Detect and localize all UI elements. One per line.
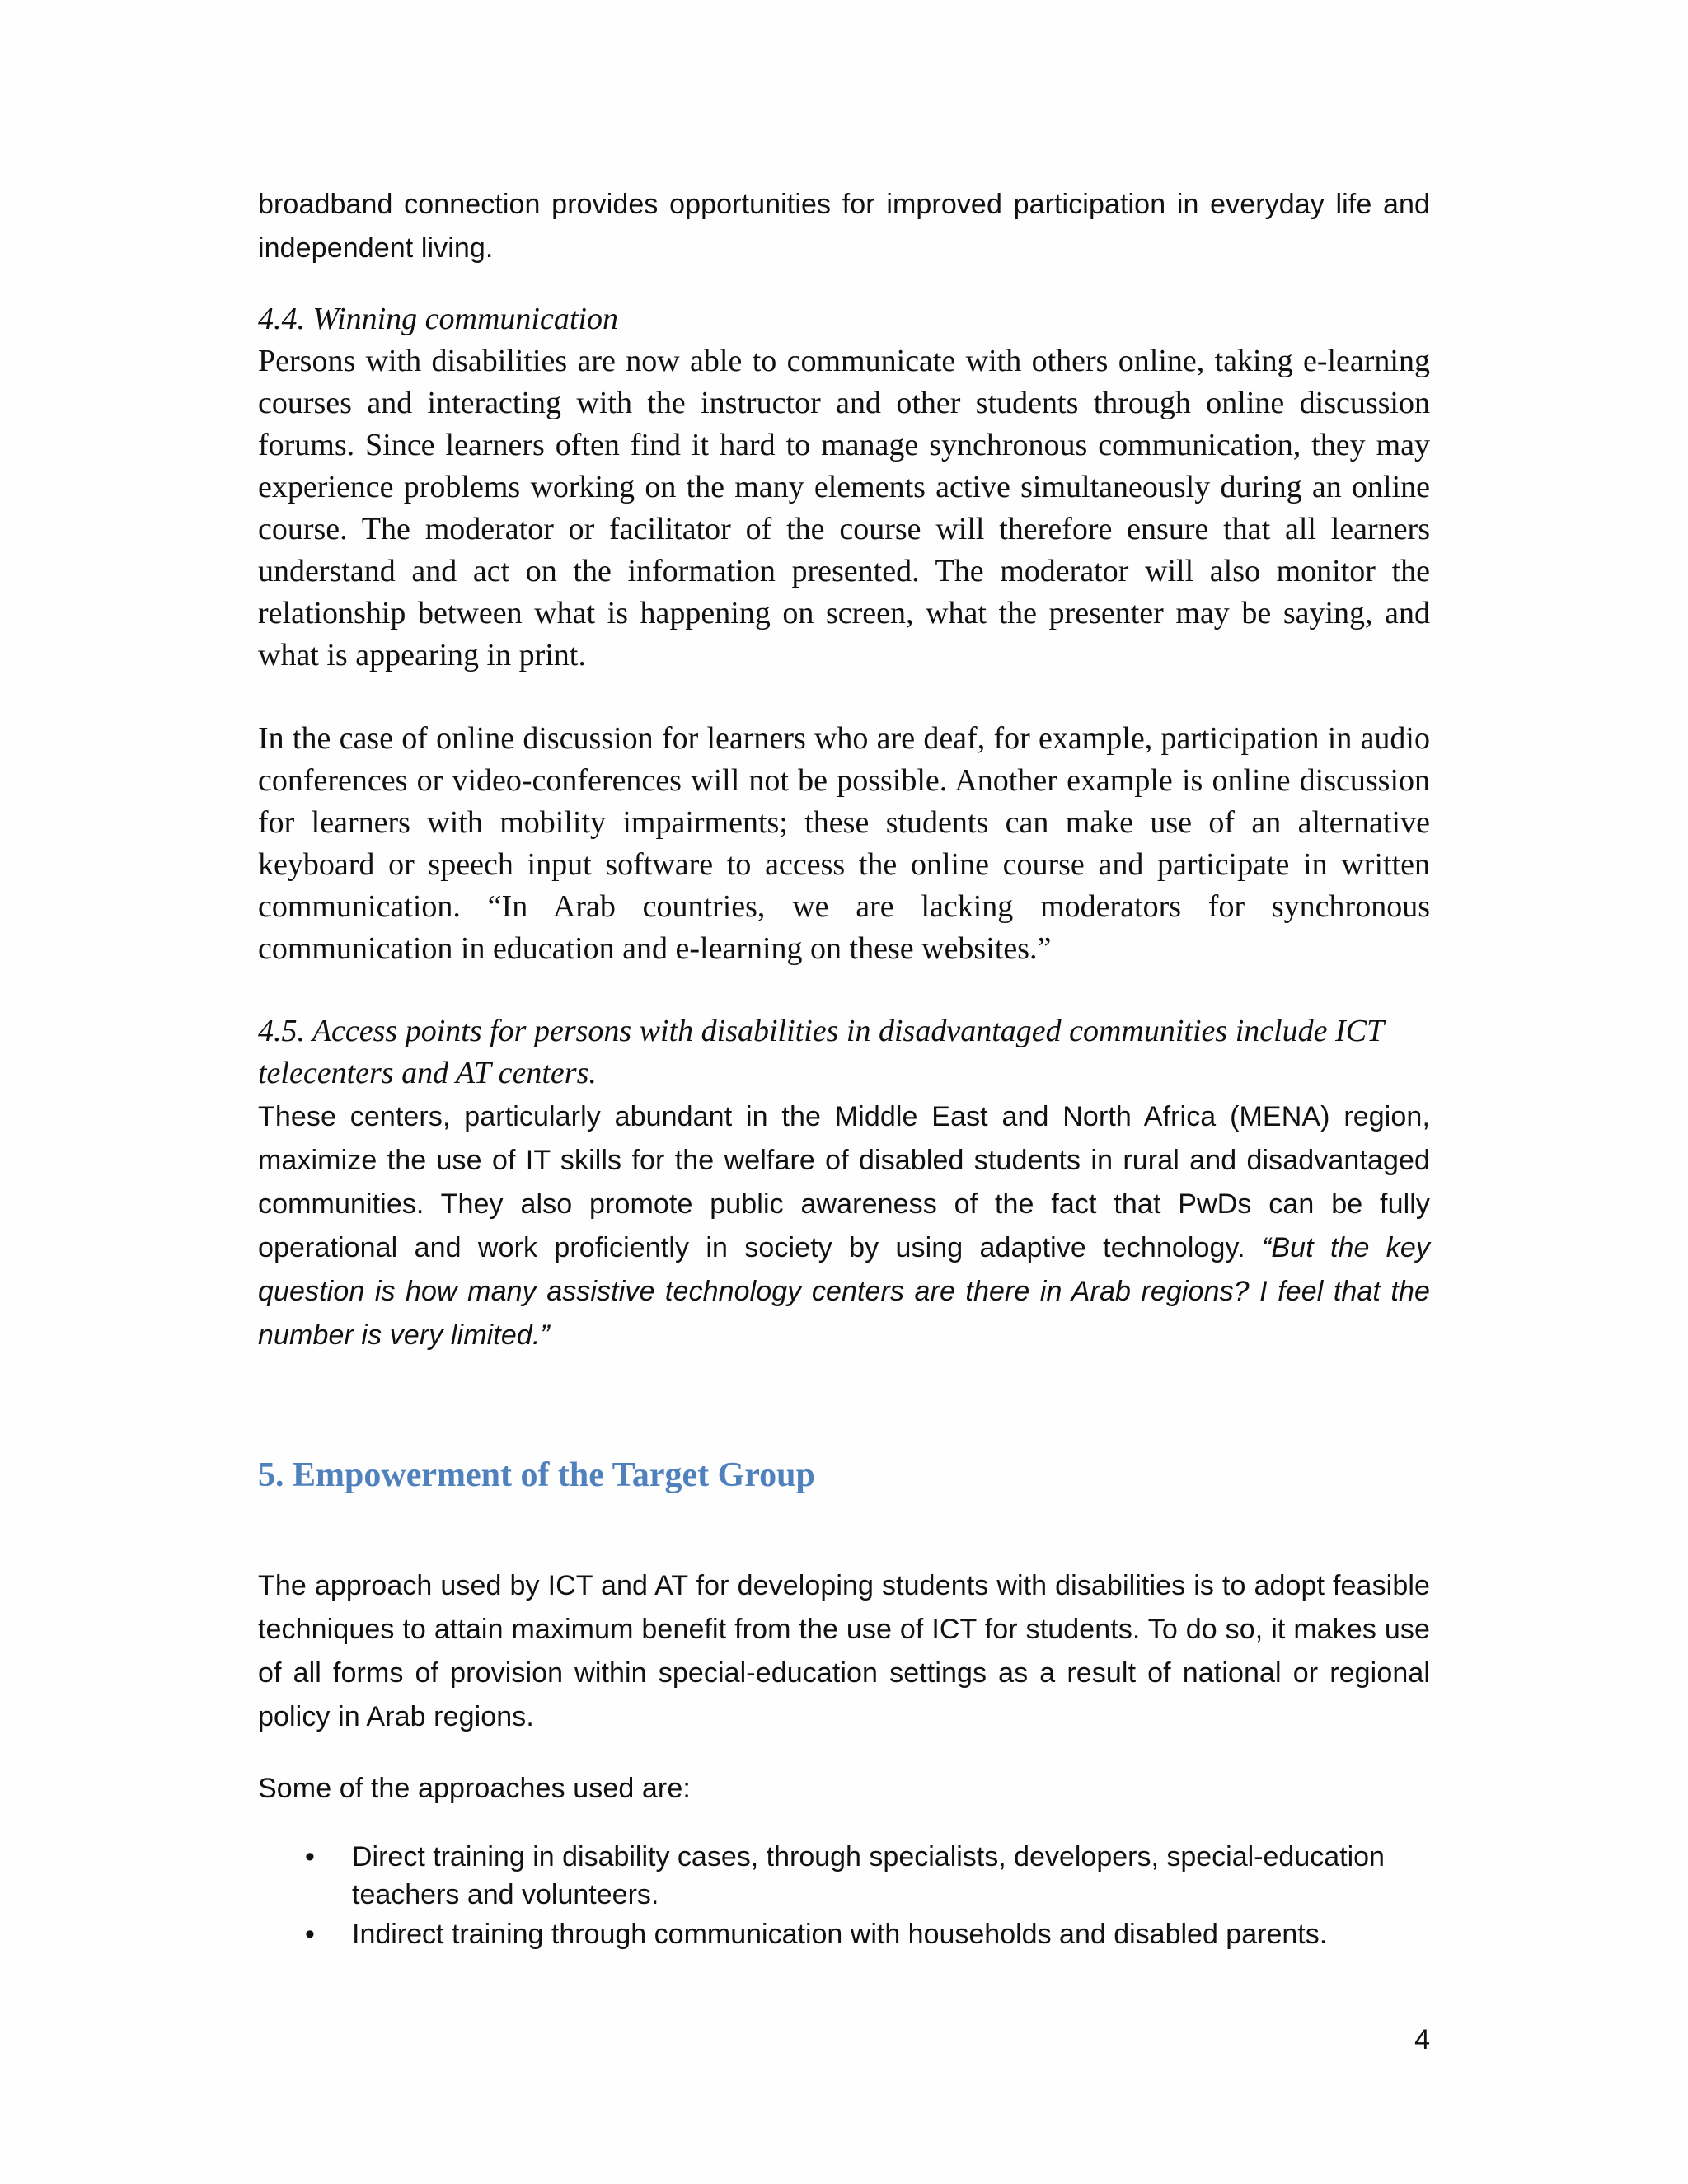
section-4-5-body	[258, 1095, 1430, 1357]
section-4-5-text: These centers, particularly abundant in the Middle East and North Africa (MENA) region, maximize the use of IT skills for the welfare of disabled students in rural and disadvantaged communities. They also promote public awareness of the fact that PwDs can be fully operational and work proficiently in society by using adaptive technology.	[258, 1101, 1430, 1263]
section-5-paragraph-1	[258, 1564, 1430, 1739]
list-item	[258, 1838, 1430, 1914]
section-4-4-text-1: Persons with disabilities are now able to communicate with others online, taking e-learning courses and interacting with the instructor and other students through online discussion forums. Since learners often find it hard to manage synchronous communication, they may experience problems working on the many elements active simultaneously during an online course. The moderator or facilitator of the course will therefore ensure that all learners understand and act on the information presented. The moderator will also monitor the relationship between what is happening on screen, what the presenter may be saying, and what is appearing in print.	[258, 344, 1430, 673]
bullet-icon: •	[305, 1919, 315, 1950]
section-5-text-1: The approach used by ICT and AT for developing students with disabilities is to adopt feasible techniques to attain maximum benefit from the use of ICT for students. To do so, it makes use of all forms of provision within special-education settings as a result of national or regional policy in Arab regions.	[258, 1570, 1430, 1732]
section-4-5-heading: 4.5. Access points for persons with disabilities in disadvantaged communities include ICT telecenters and AT centers.	[258, 1014, 1384, 1090]
list-item	[258, 1915, 1430, 1953]
section-4-4-text-2: In the case of online discussion for learners who are deaf, for example, participation in audio conferences or video-conferences will not be possible. Another example is online discussion for learners with mobility impairments; these students can make use of an alternative keyboard or speech input software to access the online course and participate in written communication. “In Arab countries, we are lacking moderators for synchronous communication in education and e-learning on these websites.”	[258, 721, 1430, 966]
list-item-text: Indirect training through communication with households and disabled parents.	[352, 1919, 1328, 1950]
section-4-5-quote: “But the key question is how many assistive technology centers are there in Arab regions? I feel that the number is very limited.”	[258, 1232, 1431, 1351]
intro-paragraph	[258, 183, 1430, 270]
section-5-title: 5. Empowerment of the Target Group	[258, 1456, 815, 1494]
section-4-5-paragraph	[258, 1095, 1430, 1357]
section-5-paragraph-2	[258, 1767, 1430, 1811]
approaches-list	[258, 1838, 1430, 1955]
section-4-4-paragraph-2	[258, 718, 1430, 970]
section-4-4-heading: 4.4. Winning communication	[258, 302, 618, 336]
section-4-4-paragraph-1	[258, 340, 1430, 677]
section-5-text-2: Some of the approaches used are:	[258, 1773, 691, 1804]
intro-text: broadband connection provides opportunities for improved participation in everyday life and independent living.	[258, 189, 1430, 264]
list-item-text: Direct training in disability cases, through specialists, developers, special-education teachers and volunteers.	[352, 1841, 1385, 1910]
bullet-icon: •	[305, 1841, 315, 1872]
page-number: 4	[1414, 2024, 1430, 2055]
